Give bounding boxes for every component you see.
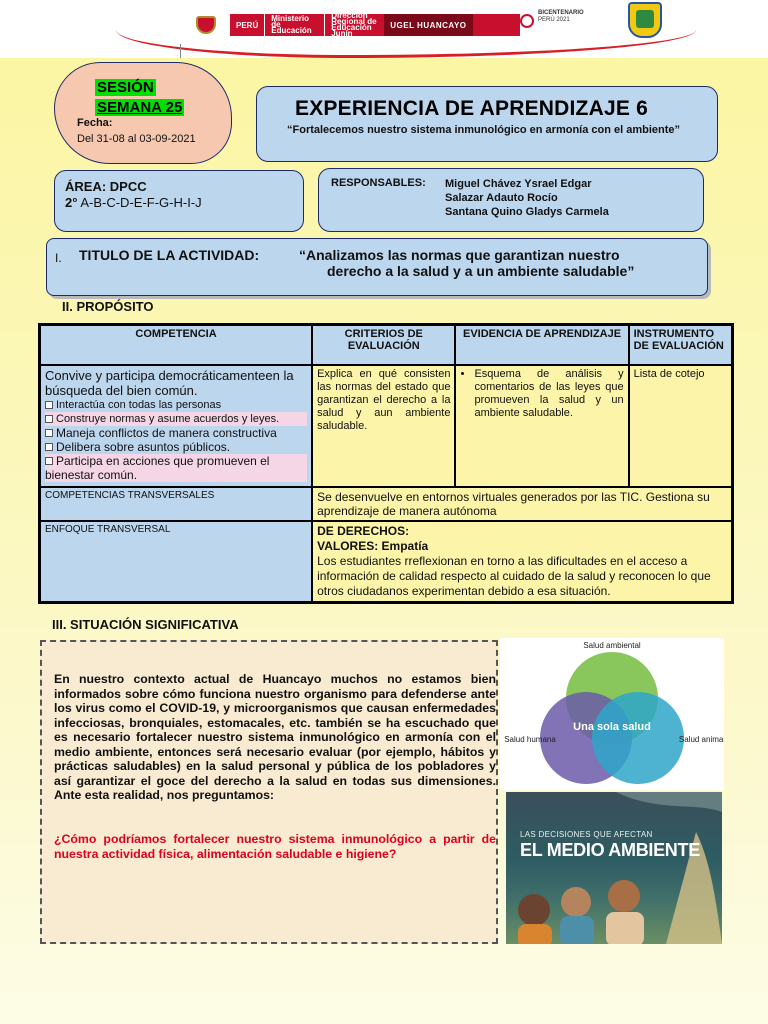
instrumento-cell: Lista de cotejo	[629, 365, 733, 487]
environment-illustration	[506, 792, 722, 944]
sections: A-B-C-D-E-F-G-H-I-J	[80, 195, 202, 210]
proposito-heading: II. PROPÓSITO	[62, 299, 154, 314]
responsables-names	[445, 177, 609, 219]
fecha-label: Fecha:	[77, 117, 113, 129]
direccion-logo-text: Dirección Regional de Educación Junín	[324, 14, 384, 36]
grade: 2°	[65, 195, 78, 210]
institutional-header	[0, 0, 768, 58]
sun-icon	[520, 14, 534, 28]
checkbox-icon	[45, 443, 53, 451]
experience-box	[256, 86, 718, 162]
responsables-label: RESPONSABLES:	[331, 177, 426, 189]
situacion-question: ¿Cómo podríamos fortalecer nuestro sistema inmunológico a partir de nuestra actividad física, alimentación saludable e higiene?	[54, 832, 496, 861]
transversales-label: COMPETENCIAS TRANSVERSALES	[40, 487, 313, 521]
competency-table	[38, 323, 734, 604]
checkbox-icon	[45, 415, 53, 423]
table-row	[40, 365, 733, 487]
enfoque-cell	[312, 521, 732, 603]
situacion-heading: III. SITUACIÓN SIGNIFICATIVA	[52, 617, 239, 632]
activity-title-label: TITULO DE LA ACTIVIDAD:	[79, 247, 260, 263]
environment-small-text: LAS DECISIONES QUE AFECTAN	[520, 830, 653, 839]
checkbox-icon	[45, 457, 53, 465]
capacidad-item: Maneja conflictos de manera constructiva	[45, 426, 307, 440]
evidencia-item: • Esquema de análisis y comentarios de las leyes que promueven la salud y un ambiente saludable.	[474, 368, 623, 420]
ugel-logo-text: UGEL HUANCAYO	[384, 14, 472, 36]
capacidad-item: Participa en acciones que promueven el bienestar común.	[45, 454, 307, 482]
enfoque-label: ENFOQUE TRANSVERSAL	[40, 521, 313, 603]
area-box	[54, 170, 304, 232]
activity-title-box	[46, 238, 708, 296]
fecha-value: Del 31-08 al 03-09-2021	[77, 133, 196, 145]
ministerio-logo-text: Ministerio de Educación	[264, 14, 324, 36]
peru-logo-text: PERÚ	[236, 20, 259, 30]
competencia-text: Convive y participa democráticamenteen la búsqueda del bien común.	[45, 367, 294, 398]
activity-title-line2: derecho a la salud y a un ambiente saludable”	[327, 263, 635, 279]
environment-poster-image	[506, 792, 722, 944]
activity-title-line1: “Analizamos las normas que garantizan nuestro	[299, 247, 620, 263]
one-health-venn-image	[500, 638, 724, 790]
criterio-cell: Explica en qué consisten las normas del estado que garantizan el derecho a la salud y aun ambiente saludable.	[312, 365, 455, 487]
header-instrumento: INSTRUMENTO DE EVALUACIÓN	[629, 325, 733, 365]
header-divider	[180, 44, 181, 58]
enfoque-valores: VALORES: Empatía	[317, 538, 429, 553]
venn-center-label: Una sola salud	[573, 721, 651, 733]
session-box	[54, 62, 232, 164]
environment-big-text: EL MEDIO AMBIENTE	[520, 840, 700, 860]
enfoque-text: Los estudiantes rreflexionan en torno a las dificultades en el acceso a información de calidad respecto al cuidado de la salud y reconocen lo que otros ciudadanos experimentan debido a esa situación.	[317, 553, 711, 598]
capacidad-item: Delibera sobre asuntos públicos.	[45, 440, 307, 454]
header-competencia: COMPETENCIA	[40, 325, 313, 365]
area-grades	[65, 195, 202, 210]
header-evidencia: EVIDENCIA DE APRENDIZAJE	[455, 325, 628, 365]
responsable-name: Santana Quino Gladys Carmela	[445, 206, 609, 218]
section-number: I.	[55, 251, 62, 265]
header-criterios: CRITERIOS DE EVALUACIÓN	[312, 325, 455, 365]
table-row	[40, 521, 733, 603]
responsable-name: Salazar Adauto Rocío	[445, 192, 558, 204]
person-icon	[608, 880, 640, 912]
experience-title: EXPERIENCIA DE APRENDIZAJE 6	[295, 97, 648, 120]
bicentenario-line1: BICENTENARIO	[538, 10, 584, 16]
person-icon	[561, 887, 591, 917]
area-label: ÁREA: DPCC	[65, 179, 147, 194]
transversales-text: Se desenvuelve en entornos virtuales generados por las TIC. Gestiona su aprendizaje de manera autónoma	[312, 487, 732, 521]
enfoque-title: DE DERECHOS:	[317, 523, 410, 538]
responsables-box	[318, 168, 704, 232]
capacidad-item: Construye normas y asume acuerdos y leyes.	[45, 412, 307, 426]
situacion-text: En nuestro contexto actual de Huancayo muchos no estamos bien informados sobre cómo funciona nuestro organismo para defenderse ante los virus como el COVID-19, y microorganismos que causan enfermedades infecciosas, bronquiales, estomacales, etc. también se ha escuchado que es necesario fortalecer nuestro sistema inmunológico en armonía con el medio ambiente, entonces será necesario evaluar (por ejemplo, hábitos y prácticas saludables) en la salud personal y pública de los pobladores y así garantizar el goce del derecho a la salud en todas sus dimensiones. Ante esta realidad, nos preguntamos:	[54, 672, 496, 802]
checkbox-icon	[45, 429, 53, 437]
venn-label-right: Salud animal	[678, 735, 724, 744]
table-row	[40, 487, 733, 521]
person-icon	[518, 894, 550, 926]
venn-diagram	[500, 638, 724, 790]
situacion-box	[40, 640, 498, 944]
session-title: SESIÓN	[97, 79, 154, 96]
capacidad-item: Interactúa con todas las personas	[45, 398, 307, 412]
competencia-cell	[40, 365, 313, 487]
checkbox-icon	[45, 401, 53, 409]
venn-label-left: Salud humana	[504, 735, 556, 744]
responsable-name: Miguel Chávez Ysrael Edgar	[445, 178, 592, 190]
bicentenario-line2: PERÚ 2021	[538, 17, 570, 23]
venn-label-top: Salud ambiental	[583, 641, 641, 650]
evidencia-cell	[455, 365, 628, 487]
venn-circle-animal	[592, 692, 684, 784]
session-week: SEMANA 25	[97, 99, 183, 116]
header-swoosh	[116, 30, 696, 58]
table-header-row	[40, 325, 733, 365]
experience-subtitle: “Fortalecemos nuestro sistema inmunológico en armonía con el ambiente”	[287, 124, 681, 136]
